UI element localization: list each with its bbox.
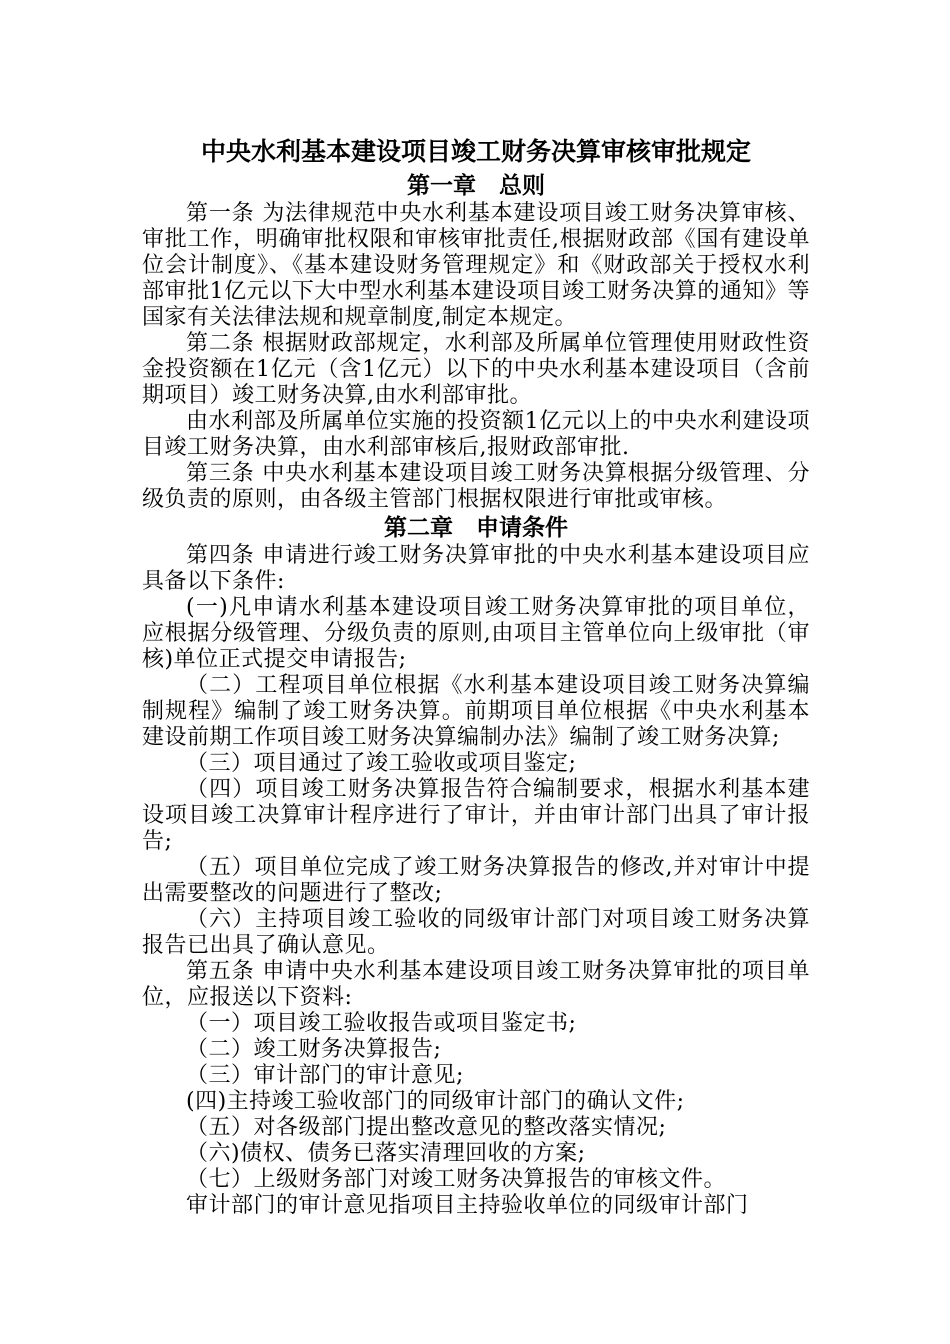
document-title: 中央水利基本建设项目竣工财务决算审核审批规定 [200, 137, 751, 166]
chapter-heading-general: 第一章 总则 [407, 173, 545, 199]
article-5-item-4: (四)主持竣工验收部门的同级审计部门的确认文件; [186, 1089, 685, 1114]
article-5-item-3: （三）审计部门的审计意见; [186, 1063, 464, 1088]
article-4-item-4: （四）项目竣工财务决算报告符合编制要求，根据水利基本建设项目竣工决算审计程序进行了审计，并由审计部门出具了审计报告; [142, 777, 810, 854]
article-4-item-2: （二）工程项目单位根据《水利基本建设项目竣工财务决算编制规程》编制了竣工财务决算。前期项目单位根据《中央水利基本建设前期工作项目竣工财务决算编制办法》编制了竣工财务决算; [142, 673, 810, 750]
article-5-item-7: （七）上级财务部门对竣工财务决算报告的审核文件。 [186, 1167, 727, 1192]
article-4-item-3: （三）项目通过了竣工验收或项目鉴定; [186, 751, 577, 776]
article-1: 第一条 为法律规范中央水利基本建设项目竣工财务决算审核、审批工作，明确审批权限和审核审批责任,根据财政部《国有建设单位会计制度》、《基本建设财务管理规定》和《财政部关于授权水利部审批1亿元以下大中型水利基本建设项目竣工财务决算的通知》等国家有关法律法规和规章制度,制定本规定。 [142, 201, 810, 330]
article-5: 第五条 申请中央水利基本建设项目竣工财务决算审批的项目单位，应报送以下资料: [142, 959, 810, 1010]
article-4: 第四条 申请进行竣工财务决算审批的中央水利基本建设项目应具备以下条件: [142, 543, 810, 594]
article-3: 第三条 中央水利基本建设项目竣工财务决算根据分级管理、分级负责的原则，由各级主管部门根据权限进行审批或审核。 [142, 461, 810, 512]
article-4-item-1: (一)凡申请水利基本建设项目竣工财务决算审批的项目单位，应根据分级管理、分级负责的原则,由项目主管单位向上级审批（审核)单位正式提交申请报告; [142, 595, 810, 672]
article-4-item-6: （六）主持项目竣工验收的同级审计部门对项目竣工财务决算报告已出具了确认意见。 [142, 907, 810, 958]
article-2: 第二条 根据财政部规定，水利部及所属单位管理使用财政性资金投资额在1亿元（含1亿元）以下的中央水利基本建设项目（含前期项目）竣工财务决算,由水利部审批。 [142, 331, 810, 408]
chapter-heading-conditions: 第二章 申请条件 [384, 515, 568, 541]
article-5-paragraph-2: 审计部门的审计意见指项目主持验收单位的同级审计部门 [186, 1193, 749, 1218]
article-5-item-2: （二）竣工财务决算报告; [186, 1037, 442, 1062]
article-5-item-1: （一）项目竣工验收报告或项目鉴定书; [186, 1011, 577, 1036]
article-2-paragraph-2: 由水利部及所属单位实施的投资额1亿元以上的中央水利建设项目竣工财务决算，由水利部审核后,报财政部审批. [142, 409, 810, 460]
article-4-item-5: （五）项目单位完成了竣工财务决算报告的修改,并对审计中提出需要整改的问题进行了整改; [142, 855, 810, 906]
article-5-item-6: （六)债权、债务已落实清理回收的方案; [186, 1141, 586, 1166]
document-body [142, 133, 810, 1219]
article-5-item-5: （五）对各级部门提出整改意见的整改落实情况; [186, 1115, 667, 1140]
